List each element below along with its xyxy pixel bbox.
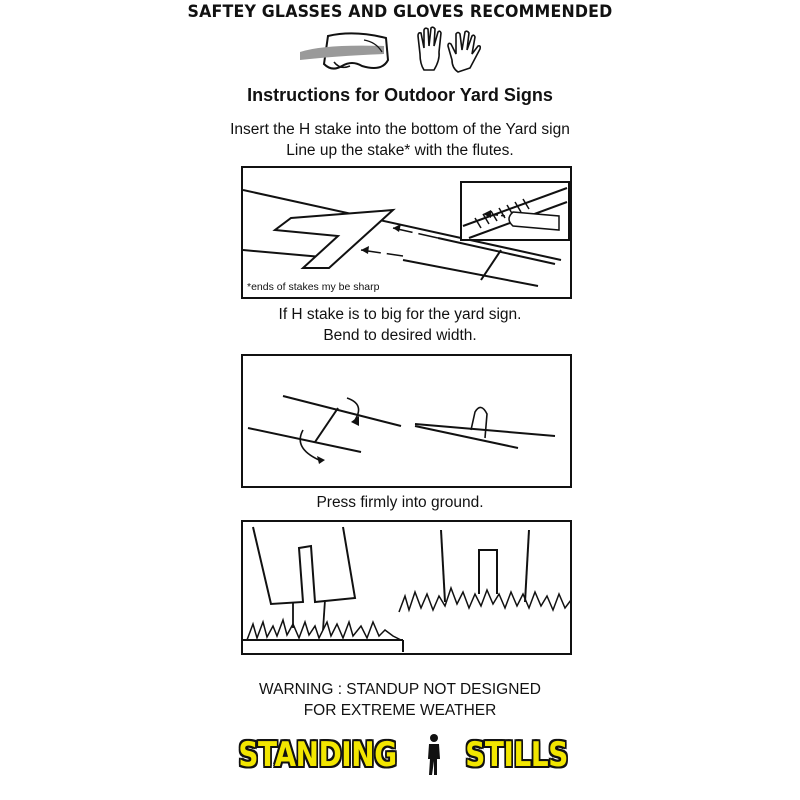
press-into-ground-diagram (241, 520, 572, 655)
warning-line2: FOR EXTREME WEATHER (303, 702, 497, 719)
bend-stake-diagram (241, 354, 572, 488)
step3-text: Press firmly into ground. (316, 494, 484, 511)
stake-footnote: *ends of stakes my be sharp (247, 281, 380, 293)
instructions-title: Instructions for Outdoor Yard Signs (247, 85, 553, 105)
safety-glasses-icon (294, 26, 394, 76)
step2-line2: Bend to desired width. (323, 327, 477, 344)
step1-line1: Insert the H stake into the bottom of the Yard sign (230, 121, 570, 138)
warning-line1: WARNING : STANDUP NOT DESIGNED (259, 681, 541, 698)
standing-figure-icon (425, 733, 443, 777)
brand-logo (0, 733, 800, 777)
step2-line1: If H stake is to big for the yard sign. (278, 306, 522, 323)
brand-word-stills: STILLS (465, 735, 569, 775)
brand-word-standing: STANDING (237, 735, 397, 775)
step1-line2: Line up the stake* with the flutes. (286, 142, 514, 159)
safety-title: SAFTEY GLASSES AND GLOVES RECOMMENDED (187, 2, 613, 22)
insert-stake-diagram (241, 166, 572, 299)
gloves-icon (412, 24, 484, 76)
